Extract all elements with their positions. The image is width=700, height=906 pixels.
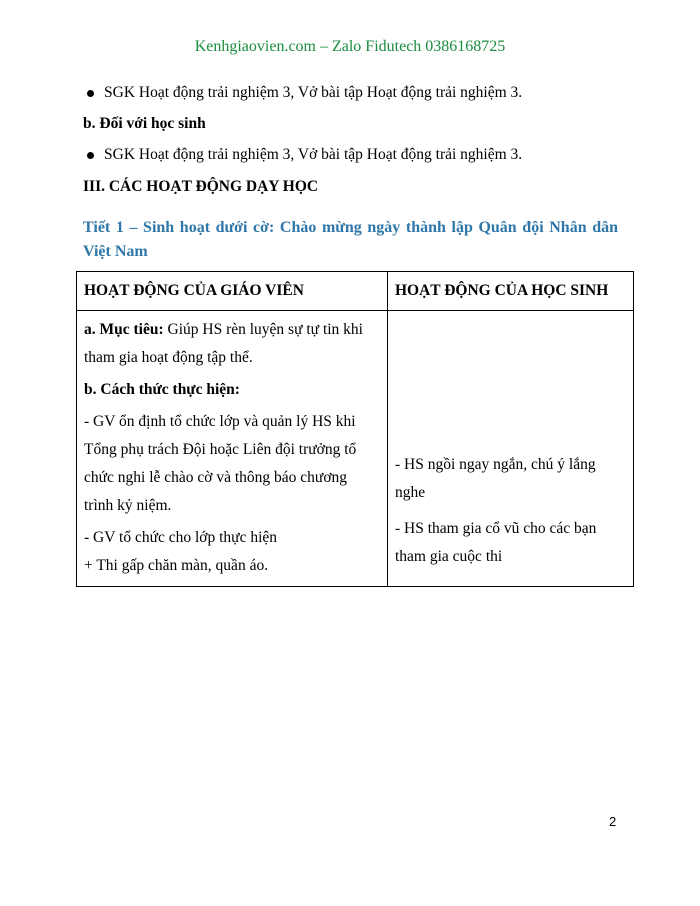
page-header: Kenhgiaovien.com – Zalo Fidutech 0386168725	[194, 38, 506, 55]
student-step-2: - HS tham gia cổ vũ cho các bạn tham gia cuộc thi	[395, 520, 597, 565]
objective-label: a. Mục tiêu:	[84, 321, 164, 338]
teacher-materials-text: SGK Hoạt động trải nghiệm 3, Vở bài tập Hoạt động trải nghiệm 3.	[104, 84, 523, 101]
teacher-step-2: - GV tổ chức cho lớp thực hiện	[84, 529, 278, 546]
activity-table	[76, 271, 634, 587]
table-header-row	[77, 272, 634, 311]
header-student: HOẠT ĐỘNG CỦA HỌC SINH	[388, 272, 634, 311]
bullet-icon	[87, 152, 94, 159]
student-step-1: - HS ngồi ngay ngắn, chú ý lắng nghe	[395, 456, 596, 501]
lesson-title: Tiết 1 – Sinh hoạt dưới cờ: Chào mừng ngày thành lập Quân đội Nhân dân Việt Nam	[83, 219, 618, 260]
teacher-step-3: + Thi gấp chăn màn, quần áo.	[84, 557, 269, 574]
method-label: b. Cách thức thực hiện:	[84, 381, 240, 398]
teacher-materials-item	[104, 84, 522, 102]
header-teacher: HOẠT ĐỘNG CỦA GIÁO VIÊN	[77, 272, 388, 311]
table-row	[77, 311, 634, 587]
student-materials-text: SGK Hoạt động trải nghiệm 3, Vở bài tập Hoạt động trải nghiệm 3.	[104, 146, 523, 163]
objective-paragraph	[84, 316, 380, 372]
student-activities-cell	[388, 311, 634, 587]
section-title: III. CÁC HOẠT ĐỘNG DẠY HỌC	[83, 178, 319, 195]
page-number: 2	[609, 814, 617, 829]
teacher-step-1: - GV ổn định tổ chức lớp và quản lý HS khi Tổng phụ trách Đội hoặc Liên đội trưởng tổ chức nghi lễ chào cờ và thông báo chương trình kỷ niệm.	[84, 413, 357, 514]
objective-text: Giúp HS rèn luyện sự tự tin khi tham gia hoạt động tập thể.	[84, 321, 363, 366]
teacher-activities-cell	[77, 311, 388, 587]
bullet-icon	[87, 90, 94, 97]
student-materials-item	[104, 146, 522, 164]
student-section-heading: b. Đối với học sinh	[83, 115, 206, 132]
